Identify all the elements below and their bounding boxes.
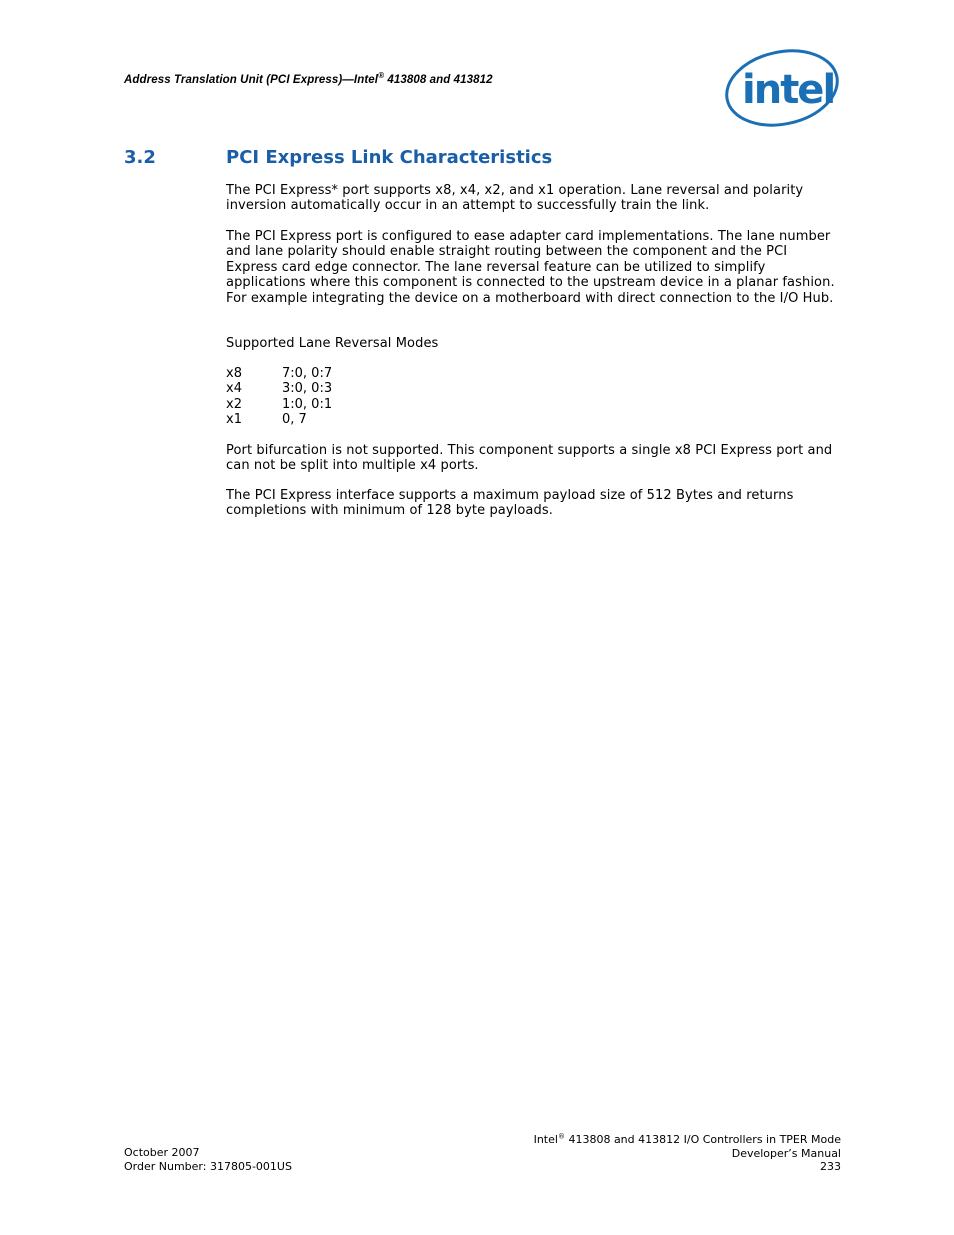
mode-lane: x8 [226, 366, 242, 381]
section-title: PCI Express Link Characteristics [226, 147, 553, 168]
running-header-prefix: Address Translation Unit (PCI Express)—Intel [124, 74, 379, 86]
logo-wordmark: intel [742, 67, 835, 113]
mode-mapping: 7:0, 0:7 [282, 366, 333, 381]
footer-product [534, 1133, 841, 1147]
intel-logo [724, 48, 842, 128]
list-item [226, 397, 332, 412]
paragraph-modes-heading: Supported Lane Reversal Modes [226, 336, 439, 351]
page-number: 233 [820, 1160, 841, 1173]
footer-product-prefix: Intel [533, 1133, 558, 1146]
registered-mark: ® [378, 71, 385, 81]
running-header [124, 71, 493, 86]
footer-date: October 2007 [124, 1146, 200, 1159]
footer-registered-mark: ® [557, 1132, 565, 1141]
list-item [226, 366, 332, 381]
paragraph-port-support: The PCI Express* port supports x8, x4, x2, and x1 operation. Lane reversal and polarity inversion automatically occur in an attempt to successfully train the link. [226, 183, 804, 214]
mode-lane: x1 [226, 412, 242, 428]
footer-right [534, 1133, 841, 1174]
list-item [226, 381, 332, 396]
list-item [226, 412, 332, 427]
paragraph-payload: The PCI Express interface supports a maximum payload size of 512 Bytes and returns completions with minimum of 128 byte payloads. [226, 488, 794, 519]
paragraph-bifurcation: Port bifurcation is not supported. This component supports a single x8 PCI Express port and can not be split into multiple x4 ports. [226, 443, 833, 474]
footer-left [124, 1146, 292, 1173]
running-header-suffix: 413808 and 413812 [384, 74, 493, 86]
mode-mapping: 3:0, 0:3 [282, 381, 333, 397]
footer-manual: Developer’s Manual [731, 1146, 841, 1160]
mode-lane: x4 [226, 381, 242, 397]
mode-mapping: 1:0, 0:1 [282, 396, 333, 412]
footer-order-number: Order Number: 317805-001US [124, 1159, 292, 1173]
lane-reversal-modes-list [226, 366, 332, 428]
footer-product-suffix: 413808 and 413812 I/O Controllers in TPER Mode [564, 1133, 841, 1146]
mode-mapping: 0, 7 [282, 412, 307, 428]
section-number: 3.2 [124, 147, 156, 168]
paragraph-configuration: The PCI Express port is configured to ease adapter card implementations. The lane number and lane polarity should enable straight routing between the component and the PCI Express card edge connector. The lane reversal feature can be utilized to simplify applications where this component is connected to the upstream device in a planar fashion. For example integrating the device on a motherboard with direct connection to the I/O Hub. [226, 229, 835, 306]
mode-lane: x2 [226, 396, 242, 412]
